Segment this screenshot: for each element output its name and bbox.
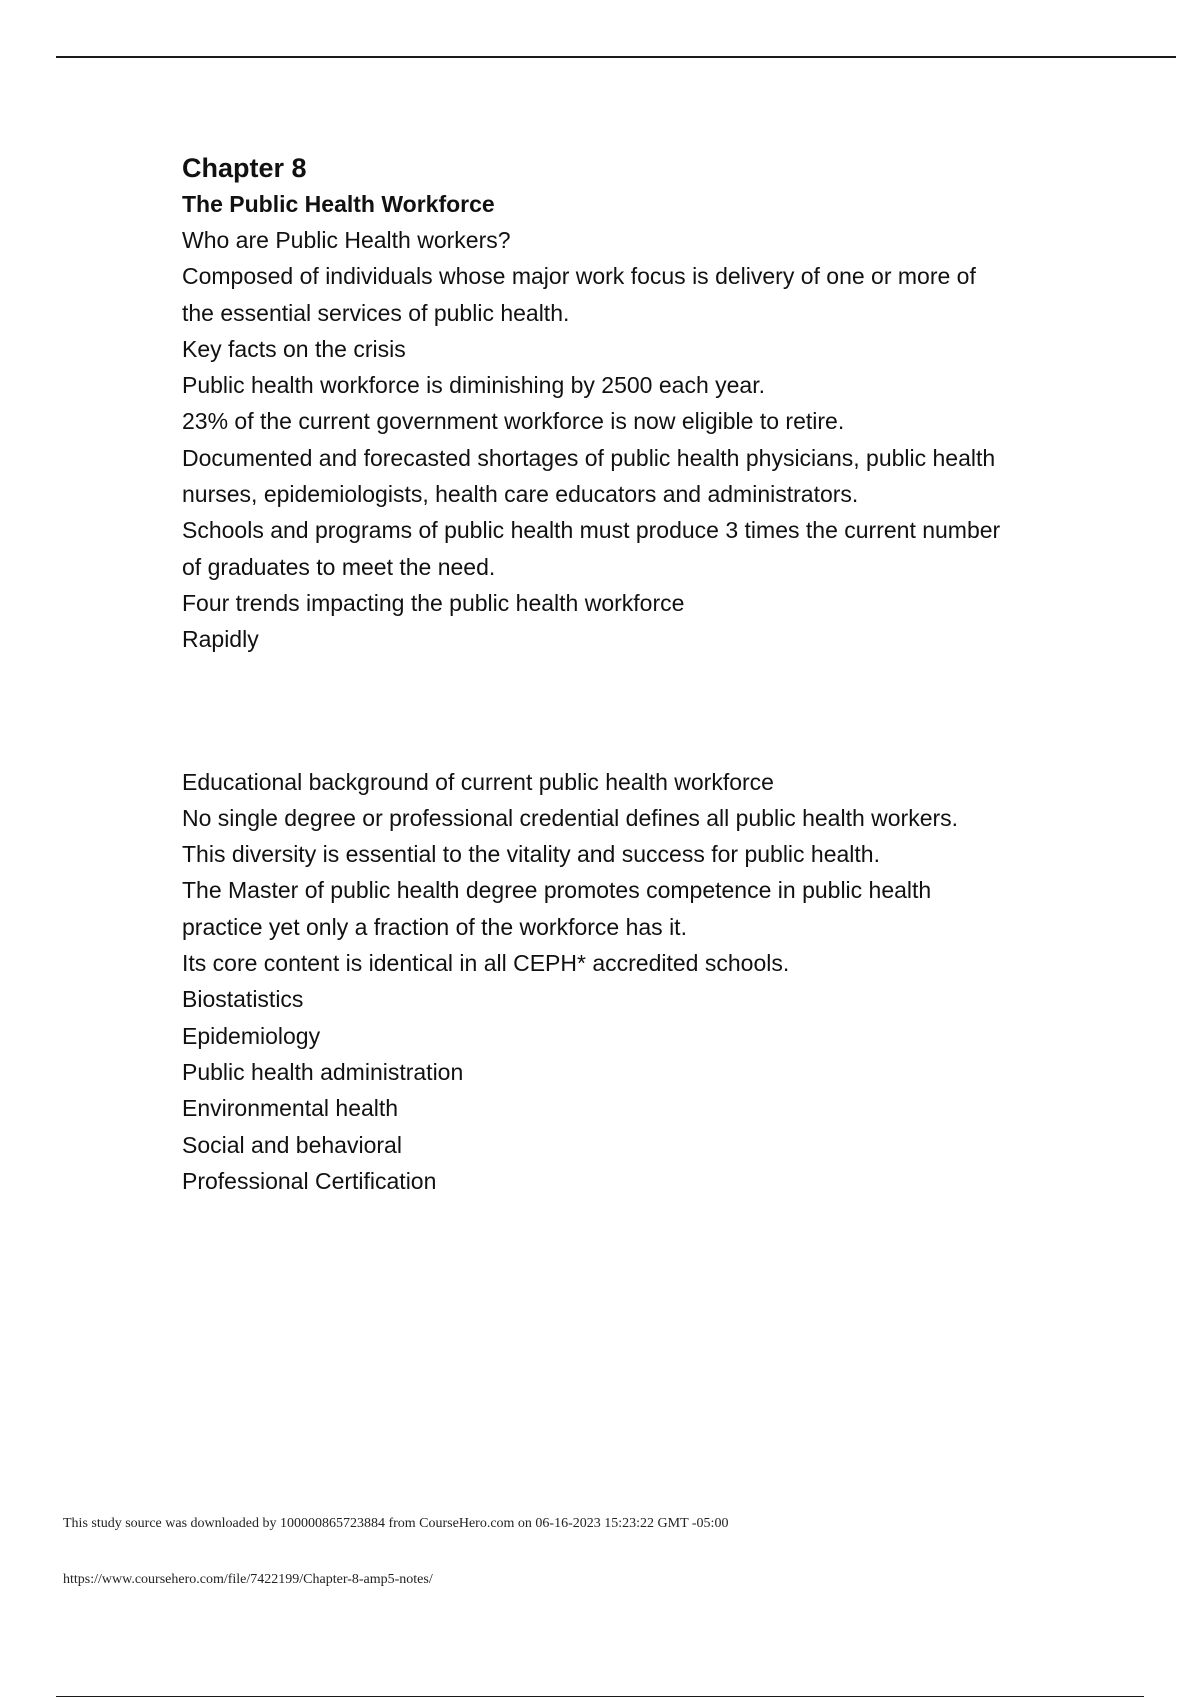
text-line: practice yet only a fraction of the workforce has it. — [182, 913, 687, 940]
text-line: The Master of public health degree promotes competence in public health — [182, 877, 932, 904]
text-line: 23% of the current government workforce is now eligible to retire. — [182, 408, 845, 435]
chapter-title: Chapter 8 — [182, 153, 307, 183]
text-line: Educational background of current public health workforce — [182, 768, 774, 795]
content-block-1 — [182, 222, 1082, 658]
list-item: Environmental health — [182, 1095, 399, 1122]
list-item: Social and behavioral — [182, 1131, 402, 1158]
section-title: The Public Health Workforce — [182, 191, 495, 217]
text-line: Key facts on the crisis — [182, 335, 406, 362]
text-line: Documented and forecasted shortages of public health physicians, public health — [182, 444, 996, 471]
text-line: Public health workforce is diminishing by 2500 each year. — [182, 372, 765, 399]
text-line: Four trends impacting the public health workforce — [182, 589, 685, 616]
text-line: Schools and programs of public health must produce 3 times the current number — [182, 517, 1001, 544]
text-line: No single degree or professional credential defines all public health workers. — [182, 804, 959, 831]
document-body — [182, 150, 1082, 1199]
content-block-2 — [182, 764, 1082, 1200]
text-line: Who are Public Health workers? — [182, 227, 511, 253]
list-item: Epidemiology — [182, 1022, 321, 1049]
list-item: Biostatistics — [182, 986, 304, 1013]
text-line: of graduates to meet the need. — [182, 553, 496, 580]
text-line: the essential services of public health. — [182, 299, 570, 326]
list-item: Professional Certification — [182, 1167, 437, 1194]
text-line: This diversity is essential to the vitality and success for public health. — [182, 841, 880, 868]
text-line: Composed of individuals whose major work focus is delivery of one or more of — [182, 263, 976, 290]
blank-space — [182, 658, 1082, 764]
download-source-note: This study source was downloaded by 100000865723884 from CourseHero.com on 06-16-2023 15:23:22 GMT -05:00 — [63, 1516, 729, 1531]
text-line: Rapidly — [182, 626, 259, 653]
top-rule — [56, 56, 1176, 58]
list-item: Public health administration — [182, 1058, 464, 1085]
text-line: Its core content is identical in all CEPH* accredited schools. — [182, 950, 790, 977]
bottom-rule — [56, 1696, 1144, 1697]
text-line: nurses, epidemiologists, health care educators and administrators. — [182, 481, 859, 508]
source-url: https://www.coursehero.com/file/7422199/Chapter-8-amp5-notes/ — [63, 1572, 433, 1587]
